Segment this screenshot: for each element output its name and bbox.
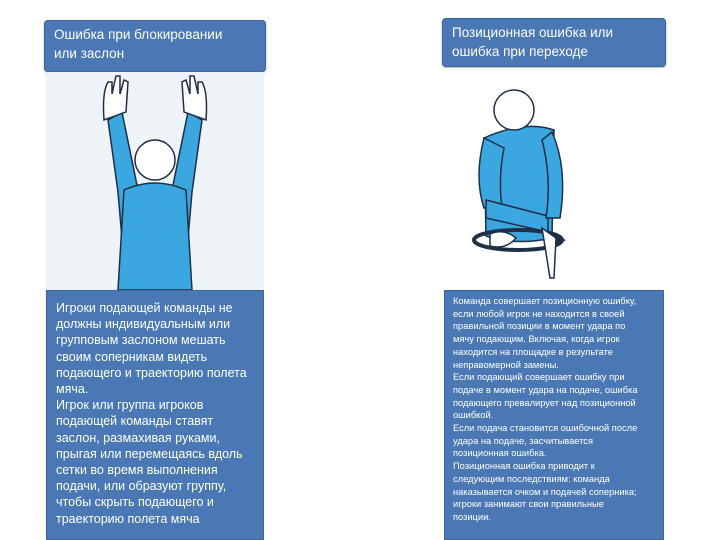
right-card-description <box>444 290 664 540</box>
left-illustration <box>46 72 264 290</box>
right-body-line: позиции. <box>453 511 491 522</box>
left-card-description <box>46 290 264 540</box>
left-card-title <box>44 20 266 72</box>
left-body-line: Игроки подающей команды не <box>56 301 233 315</box>
left-body-line: заслон, размахивая руками, <box>56 430 220 445</box>
right-body-line: подающего превалирует над позиционной <box>453 397 636 408</box>
left-body-line: сетки во время выполнения <box>56 463 218 478</box>
left-title-line-1: Ошибка при блокировании <box>54 27 223 42</box>
right-body-line: Команда совершает позиционную ошибку, <box>453 296 637 306</box>
right-body-line: находится на площадке в результате <box>453 346 613 357</box>
right-body-line: если любой игрок не находится в своей <box>453 308 625 319</box>
right-body-line: неправомерной замены. <box>453 359 559 370</box>
right-title-line-2: ошибка при переходе <box>452 44 588 59</box>
left-body-line: подачи, или образуют группу, <box>56 479 227 494</box>
left-body-line: чтобы скрыть подающего и <box>56 495 214 510</box>
left-title-line-2: или заслон <box>54 46 125 61</box>
right-body-line: мячу подающим. Включая, когда игрок <box>453 334 620 345</box>
left-body-line: групповым заслоном мешать <box>56 333 226 348</box>
left-body-line: Игрок или группа игроков <box>56 398 204 413</box>
left-body-line: траекторию полета мяча <box>56 511 200 526</box>
right-body-line: подаче в момент удара на подаче, ошибка <box>453 384 638 395</box>
right-body-line: позиционная ошибка. <box>453 448 547 459</box>
left-body-line: своим соперникам видеть <box>56 349 208 364</box>
right-body-line: правильной позиции в момент удара по <box>453 321 626 332</box>
right-title-line-1: Позиционная ошибка или <box>452 25 614 40</box>
right-illustration <box>444 68 664 290</box>
right-body-line: Позиционная ошибка приводит к <box>453 461 595 472</box>
right-body-line: наказывается очком и подачей соперника; <box>453 486 637 497</box>
right-body-line: Если подача становится ошибочной после <box>453 423 638 434</box>
left-body-line: прыгая или перемещаясь вдоль <box>56 446 243 461</box>
left-body-line: мяча. <box>56 382 89 397</box>
referee-arms-raised-icon <box>46 72 264 290</box>
right-body-line: ошибкой. <box>453 410 494 421</box>
left-body-line: подающей команды ставят <box>56 414 214 429</box>
left-body-line: подающего и траекторию полета <box>56 365 247 380</box>
right-card-title <box>442 18 666 67</box>
left-body-line: должны индивидуальным или <box>56 317 231 332</box>
right-body-line: Если подающий совершает ошибку при <box>453 372 625 383</box>
referee-rotation-gesture-icon <box>444 68 664 290</box>
right-body-line: следующим последствиям: команда <box>453 473 610 484</box>
right-body-line: игроки занимают свои правильные <box>453 499 604 510</box>
right-body-line: удара на подаче, засчитывается <box>453 435 593 446</box>
